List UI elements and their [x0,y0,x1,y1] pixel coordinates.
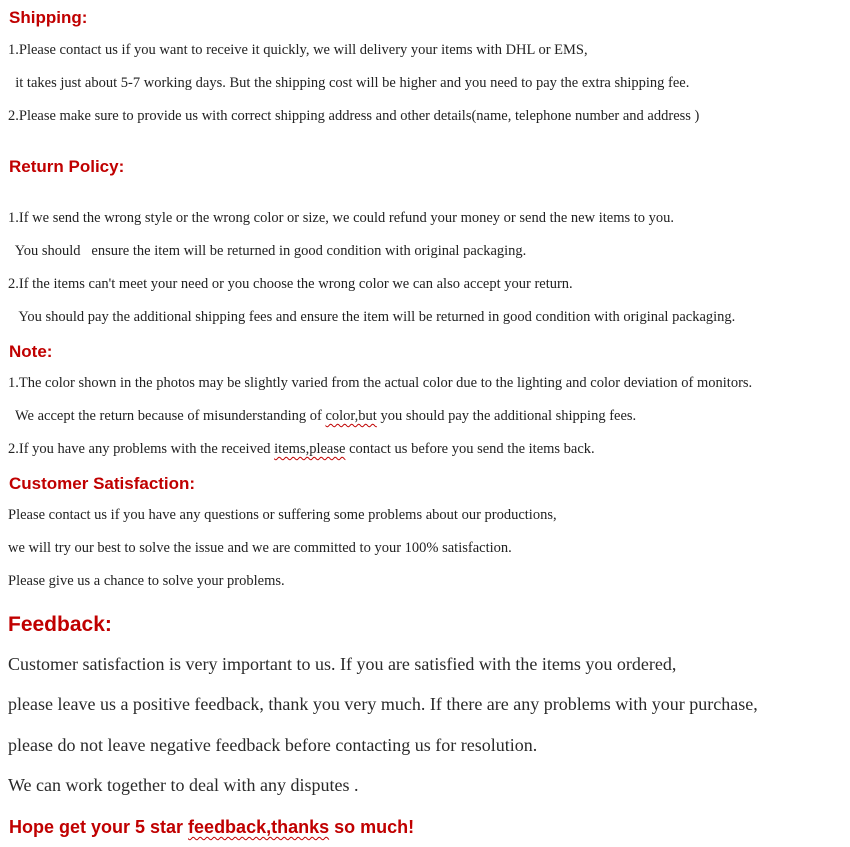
feedback-line-3: please do not leave negative feedback before contacting us for resolution. [8,735,538,755]
spellcheck-flagged-word: items,please [274,441,346,457]
shipping-line-1: 1.Please contact us if you want to receive it quickly, we will delivery your items with DHL or EMS, [8,42,588,58]
feedback-line-4: We can work together to deal with any disputes . [8,775,359,795]
customer-satisfaction-line-2: we will try our best to solve the issue and we are committed to your 100% satisfaction. [8,540,512,556]
customer-satisfaction-heading: Customer Satisfaction: [9,474,196,493]
note-line-3-text-end: contact us before you send the items back. [345,441,595,457]
closing-text: Hope get your 5 star [9,817,189,837]
closing-text-end: so much! [329,817,415,837]
feedback-heading: Feedback: [8,613,112,636]
closing-message [9,818,414,836]
customer-satisfaction-line-1: Please contact us if you have any questions or suffering some problems about our productions, [8,507,557,523]
return-policy-line-1: 1.If we send the wrong style or the wrong color or size, we could refund your money or send the new items to you. [8,210,675,226]
return-policy-line-2: You should ensure the item will be returned in good condition with original packaging. [8,243,527,259]
shipping-heading: Shipping: [9,8,88,27]
note-heading: Note: [9,342,53,361]
note-line-1: 1.The color shown in the photos may be slightly varied from the actual color due to the lighting and color deviation of monitors. [8,375,753,391]
note-line-3-text: 2.If you have any problems with the received [8,441,275,457]
spellcheck-flagged-word: feedback,thanks [188,817,330,837]
shipping-line-3: 2.Please make sure to provide us with correct shipping address and other details(name, telephone number and address ) [8,108,700,124]
customer-satisfaction-line-3: Please give us a chance to solve your problems. [8,573,285,589]
note-line-2 [8,409,636,424]
feedback-line-1: Customer satisfaction is very important to us. If you are satisfied with the items you ordered, [8,654,677,674]
feedback-line-2: please leave us a positive feedback, thank you very much. If there are any problems with your purchase, [8,694,758,714]
note-line-2-text-end: you should pay the additional shipping fees. [376,408,637,424]
shipping-line-2: it takes just about 5-7 working days. But the shipping cost will be higher and you need to pay the extra shipping fee. [8,75,690,91]
return-policy-line-4: You should pay the additional shipping fees and ensure the item will be returned in good condition with original packaging. [8,309,736,325]
return-policy-heading: Return Policy: [9,157,125,176]
note-line-3 [8,442,595,457]
note-line-2-text: We accept the return because of misunderstanding of [8,408,326,424]
return-policy-line-3: 2.If the items can't meet your need or you choose the wrong color we can also accept your return. [8,276,573,292]
spellcheck-flagged-word: color,but [325,408,377,424]
